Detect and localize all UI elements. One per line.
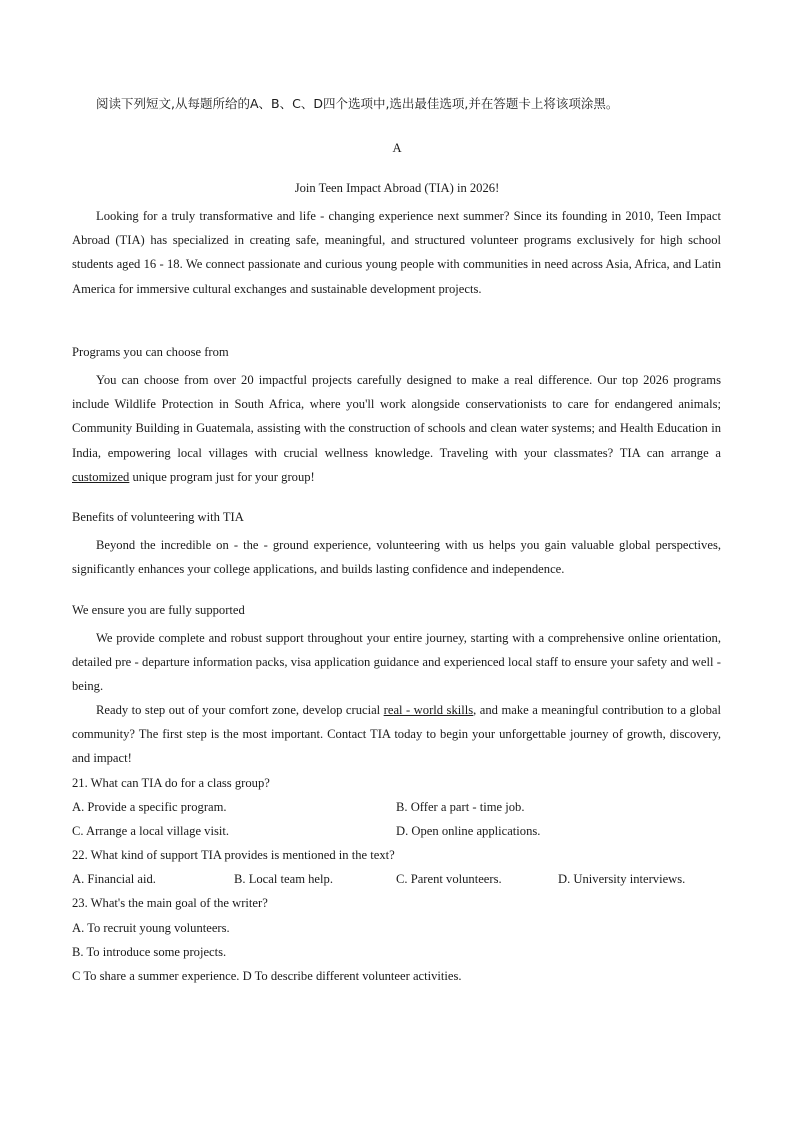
section-heading-benefits: Benefits of volunteering with TIA xyxy=(72,510,244,524)
option-22-b[interactable]: B. Local team help. xyxy=(234,872,333,886)
question-23-stem: 23. What's the main goal of the writer? xyxy=(72,896,268,910)
closing-text-end: , and make a meaningful contribution to a global community? The first step is the most important. Contact TIA today to begin your unforgettable journey of growth, discovery, and impact! xyxy=(72,703,721,766)
support-paragraph: We provide complete and robust support throughout your entire journey, starting with a comprehensive online orientation, detailed pre - departure information packs, visa application guidance and experienced local staff to ensure your safety and well - being. xyxy=(72,631,721,694)
option-21-c[interactable]: C. Arrange a local village visit. xyxy=(72,824,230,838)
passage-title: Join Teen Impact Abroad (TIA) in 2026! xyxy=(294,181,500,195)
option-22-c[interactable]: C. Parent volunteers. xyxy=(396,872,502,886)
option-23-a[interactable]: A. To recruit young volunteers. xyxy=(72,921,230,935)
underlined-phrase-real-world-skills: real - world skills xyxy=(383,703,474,717)
question-22-stem: 22. What kind of support TIA provides is mentioned in the text? xyxy=(72,848,395,862)
benefits-paragraph: Beyond the incredible on - the - ground experience, volunteering with us helps you gain valuable global perspectives, significantly enhances your college applications, and builds lasting confidence and independence. xyxy=(72,538,721,577)
question-21-options-row-2 xyxy=(72,823,722,839)
option-22-d[interactable]: D. University interviews. xyxy=(558,872,686,886)
programs-text-end: unique program just for your group! xyxy=(129,469,315,484)
option-21-a[interactable]: A. Provide a specific program. xyxy=(72,800,227,814)
instruction-text: 阅读下列短文,从每题所给的A、B、C、D四个选项中,选出最佳选项,并在答题卡上将该项涂黑。 xyxy=(96,96,619,111)
closing-paragraph xyxy=(72,698,721,771)
underlined-word-customized: customized xyxy=(72,469,130,484)
programs-text: You can choose from over 20 impactful projects carefully designed to make a real difference. Our top 2026 programs include Wildlife Protection in South Africa, where you'll work alongside conservationists to care for endangered animals; Community Building in Guatemala, assisting with the construction of schools and clean water systems; and Health Education in India, empowering local villages with crucial wellness knowledge. Traveling with your classmates? TIA can arrange a xyxy=(72,373,721,460)
option-21-b[interactable]: B. Offer a part - time job. xyxy=(396,800,525,814)
option-23-b[interactable]: B. To introduce some projects. xyxy=(72,945,227,959)
option-22-a[interactable]: A. Financial aid. xyxy=(72,872,156,886)
question-21-stem: 21. What can TIA do for a class group? xyxy=(72,776,270,790)
option-21-d[interactable]: D. Open online applications. xyxy=(396,824,541,838)
question-21-options-row-1 xyxy=(72,799,722,815)
section-heading-support: We ensure you are fully supported xyxy=(72,603,245,617)
question-22-options-row xyxy=(72,871,722,887)
section-heading-programs: Programs you can choose from xyxy=(72,345,229,359)
programs-paragraph xyxy=(72,368,721,489)
section-letter: A xyxy=(392,141,402,155)
intro-paragraph: Looking for a truly transformative and life - changing experience next summer? Since its founding in 2010, Teen Impact Abroad (TIA) has specialized in creating safe, meaningful, and structured volunteer programs exclusively for high school students aged 16 - 18. We connect passionate and curious young people with communities in need across Asia, Africa, and Latin America for immersive cultural exchanges and sustainable development projects. xyxy=(72,209,721,296)
closing-text: Ready to step out of your comfort zone, develop crucial xyxy=(96,703,384,717)
option-23-c-d[interactable]: C To share a summer experience. D To describe different volunteer activities. xyxy=(72,969,462,983)
